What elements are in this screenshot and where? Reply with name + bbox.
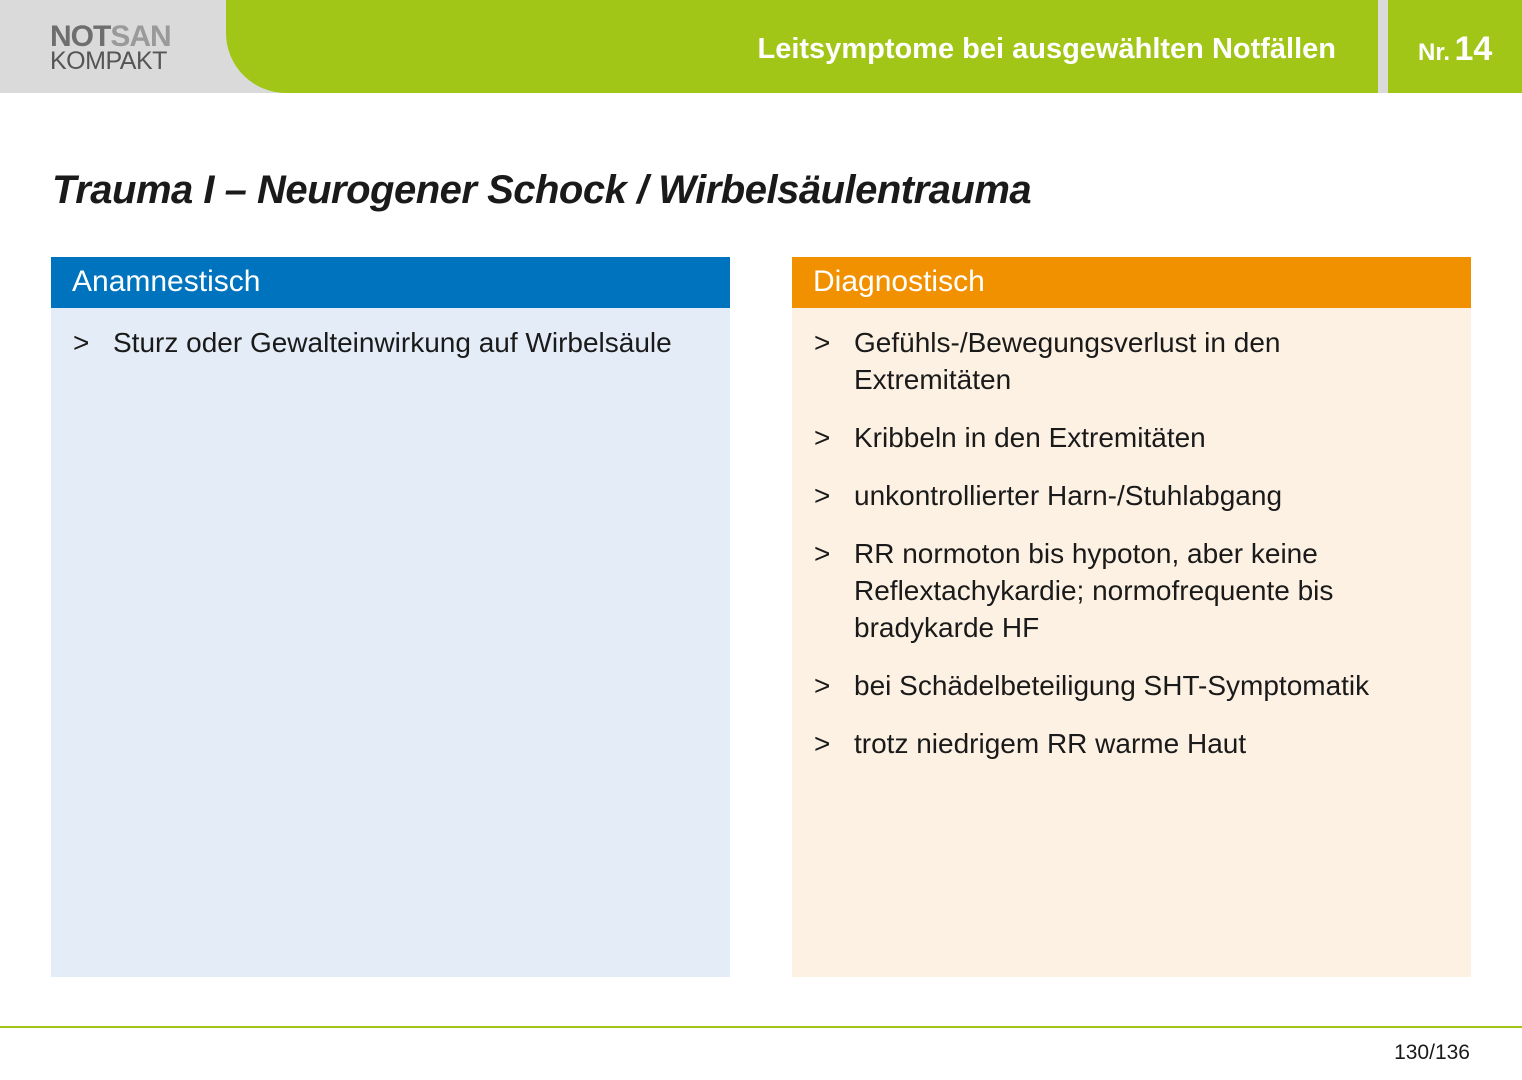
item-text: Kribbeln in den Extremitäten [854,422,1206,453]
item-text: Gefühls-/Bewegungsverlust in den Extremitäten [854,327,1281,395]
panel-heading: Anamnestisch [51,257,730,308]
symptom-list [792,308,1471,762]
chevron-right-icon: > [73,327,90,358]
logo-kompakt: KOMPAKT [50,47,167,75]
item-text: RR normoton bis hypoton, aber keine Reflextachykardie; normofrequente bis bradykarde HF [854,538,1334,643]
list-item [814,535,1431,646]
list-item [814,477,1431,514]
header-divider [1378,0,1388,93]
item-text: trotz niedrigem RR warme Haut [854,728,1247,759]
chevron-right-icon: > [814,422,831,453]
item-text: Sturz oder Gewalteinwirkung auf Wirbelsäule [113,327,672,358]
item-text: unkontrollierter Harn-/Stuhlabgang [854,480,1283,511]
card-number [1418,30,1492,69]
chevron-right-icon: > [814,728,831,759]
list-item [814,324,1431,398]
logo-not: NOT [50,20,111,53]
anamnestic-panel [51,257,730,977]
page-number: 130/136 [1394,1041,1470,1064]
symptom-list [51,308,730,361]
item-text: bei Schädelbeteiligung SHT-Symptomatik [854,670,1370,701]
panel-heading: Diagnostisch [792,257,1471,308]
list-item [814,725,1431,762]
footer-line [0,1026,1522,1028]
list-item [814,419,1431,456]
list-item [814,667,1431,704]
diagnostic-panel [792,257,1471,977]
chevron-right-icon: > [814,670,831,701]
header-title: Leitsymptome bei ausgewählten Notfällen [757,33,1336,65]
nr-value: 14 [1454,30,1493,68]
chevron-right-icon: > [814,480,831,511]
chevron-right-icon: > [814,327,831,358]
logo-san: SAN [110,20,171,53]
chevron-right-icon: > [814,538,831,569]
list-item [73,324,690,361]
nr-label: Nr. [1418,39,1451,66]
page-title: Trauma I – Neurogener Schock / Wirbelsäulentrauma [52,168,1032,212]
logo [50,22,171,74]
